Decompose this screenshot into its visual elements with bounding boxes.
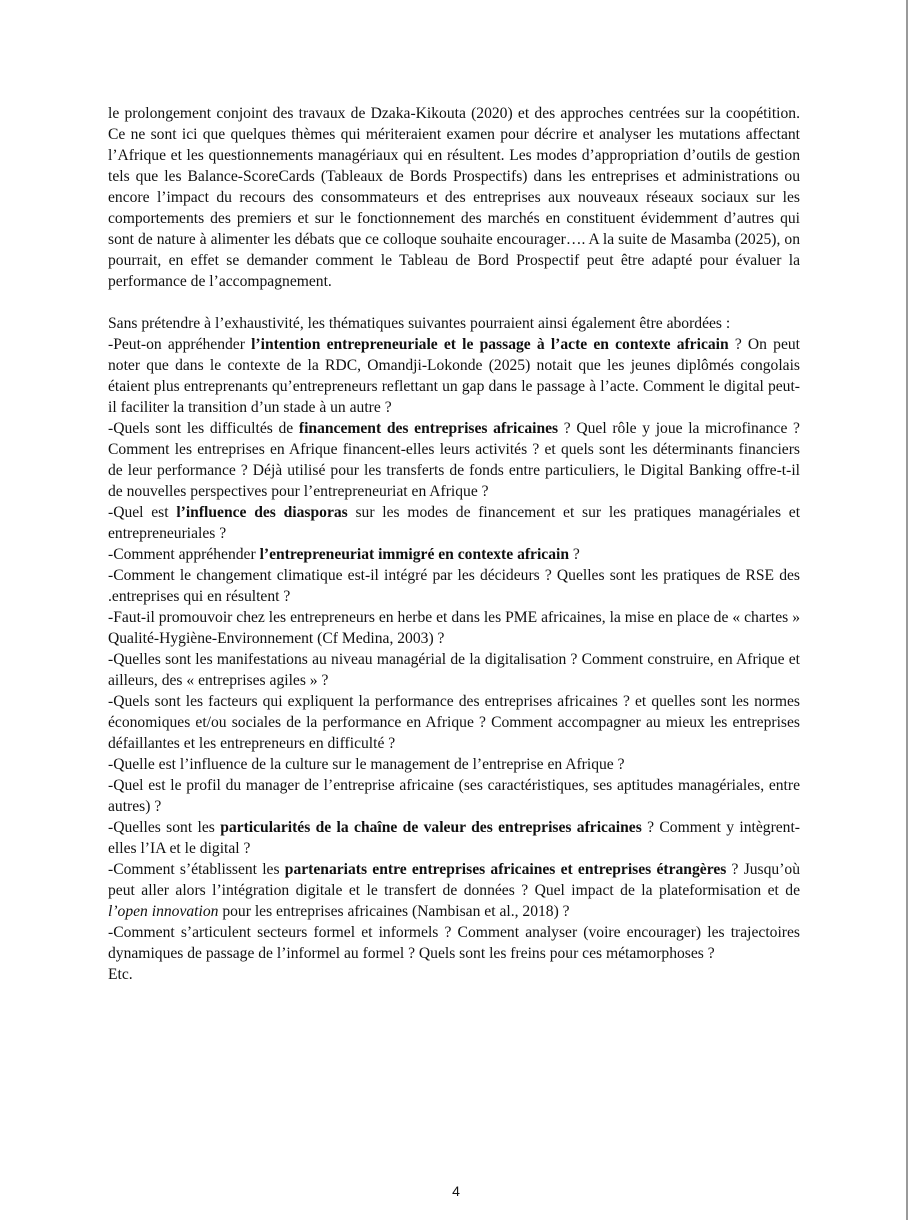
- document-body: [108, 103, 800, 985]
- theme-item: -Quel est le profil du manager de l’entreprise africaine (ses caractéristiques, ses aptitudes managériales, entre autres) ?: [108, 777, 800, 815]
- theme-item: -Quel est l’influence des diasporas sur les modes de financement et sur les pratiques managériales et entrepreneuriales ?: [108, 504, 801, 542]
- theme-item: -Quels sont les facteurs qui expliquent la performance des entreprises africaines ? et quelles sont les normes économiques et/ou sociales de la performance en Afrique ? Comment accompagner au mieux les entreprises défaillantes et les entrepreneurs en difficulté ?: [108, 693, 800, 752]
- theme-emphasis: l’intention entrepreneuriale et le passage à l’acte en contexte africain: [251, 336, 729, 353]
- theme-item: -Peut-on appréhender l’intention entrepreneuriale et le passage à l’acte en contexte africain ? On peut noter que dans le contexte de la RDC, Omandji-Lokonde (2025) notait que les jeunes diplômés congolais étaient plus entreprenants qu’entrepreneurs reflettant un gap dans le passage à l’acte. Comment le digital peut-il faciliter la transition d’un stade à un autre ?: [108, 336, 800, 416]
- closing-text: Etc.: [108, 966, 133, 983]
- theme-item: -Quelles sont les manifestations au niveau managérial de la digitalisation ? Comment construire, en Afrique et ailleurs, des « entreprises agiles » ?: [108, 651, 800, 689]
- theme-emphasis: particularités de la chaîne de valeur des entreprises africaines: [220, 819, 642, 836]
- theme-item: -Faut-il promouvoir chez les entrepreneurs en herbe et dans les PME africaines, la mise en place de « chartes » Qualité-Hygiène-Environnement (Cf Medina, 2003) ?: [108, 609, 800, 647]
- theme-item: -Comment s’articulent secteurs formel et informels ? Comment analyser (voire encourager) les trajectoires dynamiques de passage de l’informel au formel ? Quels sont les freins pour ces métamorphoses ?: [108, 924, 800, 962]
- page-number: 4: [452, 1183, 460, 1199]
- themes-intro: Sans prétendre à l’exhaustivité, les thématiques suivantes pourraient ainsi également être abordées :: [108, 315, 731, 332]
- page-edge: [906, 0, 908, 1220]
- theme-emphasis: financement des entreprises africaines: [298, 420, 559, 437]
- theme-emphasis: partenariats entre entreprises africaines et entreprises étrangères: [284, 861, 727, 878]
- theme-item: -Quelle est l’influence de la culture sur le management de l’entreprise en Afrique ?: [108, 756, 625, 773]
- theme-item: -Comment appréhender l’entrepreneuriat immigré en contexte africain ?: [108, 546, 580, 563]
- theme-emphasis: l’entrepreneuriat immigré en contexte africain: [259, 546, 570, 563]
- theme-emphasis: l’influence des diasporas: [176, 504, 348, 521]
- theme-item: -Quelles sont les particularités de la chaîne de valeur des entreprises africaines ? Comment y intègrent-elles l’IA et le digital ?: [108, 819, 801, 857]
- intro-paragraph: le prolongement conjoint des travaux de Dzaka-Kikouta (2020) et des approches centrées sur la coopétition. Ce ne sont ici que quelques thèmes qui mériteraient examen pour décrire et analyser les mutations affectant l’Afrique et les questionnements managériaux qui en résultent. Les modes d’appropriation d’outils de gestion tels que les Balance-ScoreCards (Tableaux de Bords Prospectifs) dans les entreprises et administrations ou encore l’impact du recours des consommateurs et des entreprises aux nouveaux réseaux sociaux sur les comportements des premiers et sur le fonctionnement des marchés en constituent évidemment d’autres qui sont de nature à alimenter les débats que ce colloque souhaite encourager…. A la suite de Masamba (2025), on pourrait, en effet se demander comment le Tableau de Bord Prospectif peut être adapté pour évaluer la performance de l’accompagnement.: [108, 105, 800, 290]
- theme-item: -Comment le changement climatique est-il intégré par les décideurs ? Quelles sont les pratiques de RSE des .entreprises qui en résultent ?: [108, 567, 800, 605]
- theme-item: -Quels sont les difficultés de financement des entreprises africaines ? Quel rôle y joue la microfinance ? Comment les entreprises en Afrique financent-elles leurs activités ? et quels sont les déterminants financiers de leur performance ? Déjà utilisé pour les transferts de fonds entre particuliers, le Digital Banking offre-t-il de nouvelles perspectives pour l’entrepreneuriat en Afrique ?: [108, 420, 800, 500]
- italic-term: l’open innovation: [108, 903, 219, 920]
- theme-item: -Comment s’établissent les partenariats entre entreprises africaines et entreprises étrangères ? Jusqu’où peut aller alors l’intégration digitale et le transfert de données ? Quel impact de la plateformisation et de l’open innovation pour les entreprises africaines (Nambisan et al., 2018) ?: [108, 861, 801, 920]
